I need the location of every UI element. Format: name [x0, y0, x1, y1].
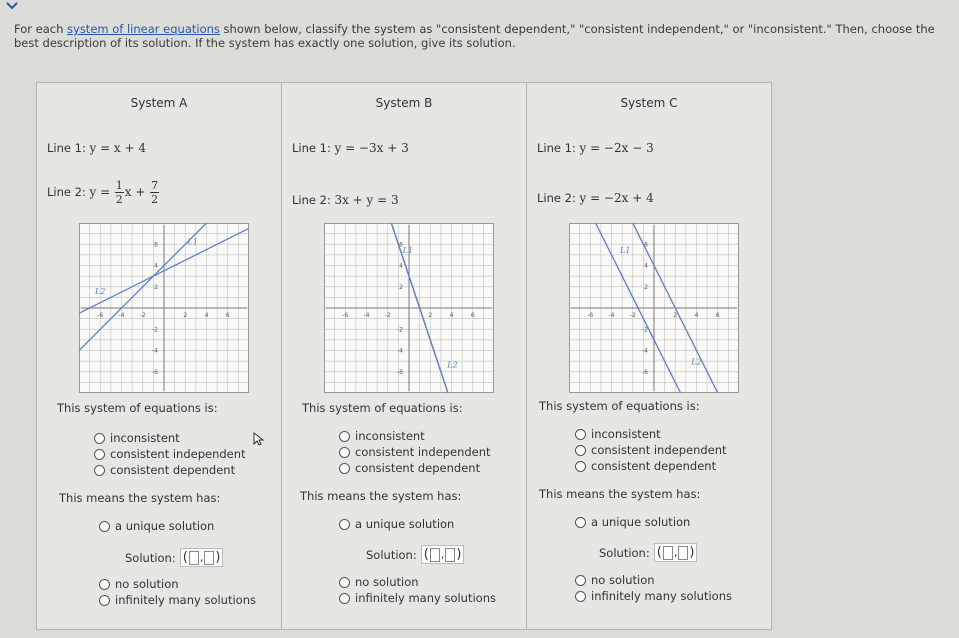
mouse-pointer-icon: [253, 432, 265, 446]
instructions: For each system of linear equations shown below, classify the system as "consistent dependent," "consistent independent," or "inconsistent." Then, choose the best description of its solution. If the system has exactly one solution, give its solution.: [14, 22, 935, 50]
radio-circle-icon[interactable]: [339, 519, 350, 530]
system-title: System C: [620, 96, 678, 110]
y-input[interactable]: [445, 548, 455, 562]
y-tick-label: -4: [152, 347, 158, 355]
solution-entry: Solution: ( , ): [125, 548, 223, 567]
x-tick-label: -2: [629, 312, 636, 319]
means-prompt: This means the system has:: [59, 491, 221, 505]
radio-consistent-independent[interactable]: consistent independent: [575, 443, 727, 457]
line-1-tag: L1: [620, 245, 631, 255]
radio-circle-icon[interactable]: [94, 449, 105, 460]
radio-circle-icon[interactable]: [99, 595, 110, 606]
means-prompt: This means the system has:: [539, 487, 701, 501]
x-input[interactable]: [430, 548, 440, 562]
y-tick-label: 6: [399, 241, 403, 249]
radio-inconsistent[interactable]: inconsistent: [94, 431, 180, 445]
graph: [324, 223, 494, 393]
line-1-tag: L1: [402, 245, 414, 255]
radio-infinitely-many[interactable]: infinitely many solutions: [339, 591, 496, 605]
x-input[interactable]: [663, 546, 673, 560]
radio-circle-icon[interactable]: [99, 579, 110, 590]
classify-prompt: This system of equations is:: [57, 401, 218, 415]
radio-consistent-dependent[interactable]: consistent dependent: [339, 461, 480, 475]
radio-no-solution[interactable]: no solution: [339, 575, 419, 589]
line2-equation: Line 2: 3x + y = 3: [292, 193, 399, 207]
radio-circle-icon[interactable]: [99, 521, 110, 532]
x-tick-label: 4: [449, 312, 454, 319]
radio-circle-icon[interactable]: [94, 433, 105, 444]
y-input[interactable]: [678, 546, 688, 560]
radio-consistent-dependent[interactable]: consistent dependent: [575, 459, 716, 473]
radio-circle-icon[interactable]: [339, 447, 350, 458]
y-tick-label: -4: [397, 347, 403, 355]
radio-consistent-dependent[interactable]: consistent dependent: [94, 463, 235, 477]
line-2-tag: L2: [447, 360, 458, 370]
radio-consistent-independent[interactable]: consistent independent: [339, 445, 491, 459]
radio-infinitely-many[interactable]: infinitely many solutions: [575, 589, 732, 603]
y-tick-label: 2: [644, 283, 648, 291]
y-tick-label: 4: [644, 262, 648, 270]
classify-prompt: This system of equations is:: [302, 401, 463, 415]
x-tick-label: 6: [715, 312, 720, 319]
y-tick-label: -4: [642, 347, 648, 355]
y-tick-label: 2: [154, 283, 158, 291]
y-tick-label: -2: [642, 326, 648, 334]
line2-equation: Line 2: y = $\frac{1}{2}$ x + $\frac{7}{2}$: [47, 179, 159, 206]
x-tick-label: -4: [363, 312, 370, 319]
system-c-column: [527, 83, 771, 629]
solution-entry: Solution: ( , ): [599, 543, 697, 562]
y-tick-label: 4: [154, 262, 158, 270]
line-2-tag: L2: [94, 287, 106, 297]
collapse-chevron-icon[interactable]: [4, 0, 20, 12]
means-prompt: This means the system has:: [300, 489, 462, 503]
ordered-pair-input[interactable]: ( , ): [654, 543, 698, 562]
line1-equation: Line 1: y = x + 4: [47, 141, 147, 155]
x-tick-label: -2: [139, 312, 146, 319]
line-2-tag: L2: [691, 357, 702, 367]
y-tick-label: -6: [152, 368, 158, 376]
radio-unique-solution[interactable]: a unique solution: [339, 517, 454, 531]
radio-no-solution[interactable]: no solution: [575, 573, 655, 587]
system-title: System B: [375, 96, 433, 110]
classify-prompt: This system of equations is:: [539, 399, 700, 413]
fraction: $\frac{7}{2}$: [151, 179, 159, 206]
radio-unique-solution[interactable]: a unique solution: [575, 515, 690, 529]
y-tick-label: -2: [152, 326, 158, 334]
radio-circle-icon[interactable]: [339, 593, 350, 604]
glossary-link[interactable]: system of linear equations: [67, 22, 220, 36]
radio-circle-icon[interactable]: [575, 445, 586, 456]
system-a-column: [37, 83, 282, 629]
radio-unique-solution[interactable]: a unique solution: [99, 519, 214, 533]
radio-circle-icon[interactable]: [575, 575, 586, 586]
fraction: $\frac{1}{2}$: [115, 179, 123, 206]
radio-circle-icon[interactable]: [339, 431, 350, 442]
radio-no-solution[interactable]: no solution: [99, 577, 179, 591]
x-tick-label: 6: [225, 312, 230, 319]
x-tick-label: 4: [204, 312, 209, 319]
graph: [79, 223, 249, 393]
system-b-column: [282, 83, 527, 629]
x-tick-label: -4: [608, 312, 615, 319]
x-tick-label: 6: [470, 312, 475, 319]
x-tick-label: -6: [342, 312, 349, 319]
y-input[interactable]: [204, 551, 214, 565]
system-title: System A: [130, 96, 188, 110]
radio-circle-icon[interactable]: [339, 463, 350, 474]
line-1-tag: L1: [187, 237, 198, 247]
radio-inconsistent[interactable]: inconsistent: [575, 427, 661, 441]
radio-circle-icon[interactable]: [575, 517, 586, 528]
solution-entry: Solution: ( , ): [366, 545, 464, 564]
radio-circle-icon[interactable]: [575, 429, 586, 440]
radio-circle-icon[interactable]: [339, 577, 350, 588]
y-tick-label: -6: [642, 368, 648, 376]
x-tick-label: 2: [183, 312, 188, 319]
y-tick-label: 2: [399, 283, 403, 291]
radio-circle-icon[interactable]: [575, 461, 586, 472]
radio-circle-icon[interactable]: [575, 591, 586, 602]
line1-equation: Line 1: y = −2x − 3: [537, 141, 654, 155]
x-input[interactable]: [189, 551, 199, 565]
radio-infinitely-many[interactable]: infinitely many solutions: [99, 593, 256, 607]
y-tick-label: 4: [399, 262, 403, 270]
ordered-pair-input[interactable]: ( , ): [421, 545, 465, 564]
radio-inconsistent[interactable]: inconsistent: [339, 429, 425, 443]
y-tick-label: 6: [644, 241, 648, 249]
systems-panel: [36, 82, 772, 630]
x-tick-label: 2: [428, 312, 433, 319]
graph: [569, 223, 739, 393]
line2-equation: Line 2: y = −2x + 4: [537, 191, 654, 205]
radio-circle-icon[interactable]: [94, 465, 105, 476]
y-tick-label: -2: [397, 326, 403, 334]
x-tick-label: -6: [97, 312, 104, 319]
x-tick-label: -4: [118, 312, 125, 319]
x-tick-label: -6: [587, 312, 594, 319]
x-tick-label: 4: [694, 312, 699, 319]
y-tick-label: -6: [397, 368, 403, 376]
ordered-pair-input[interactable]: ( , ): [180, 548, 224, 567]
y-tick-label: 6: [154, 241, 158, 249]
x-tick-label: -2: [384, 312, 391, 319]
x-tick-label: 2: [673, 312, 678, 319]
line1-equation: Line 1: y = −3x + 3: [292, 141, 409, 155]
radio-consistent-independent[interactable]: consistent independent: [94, 447, 246, 461]
